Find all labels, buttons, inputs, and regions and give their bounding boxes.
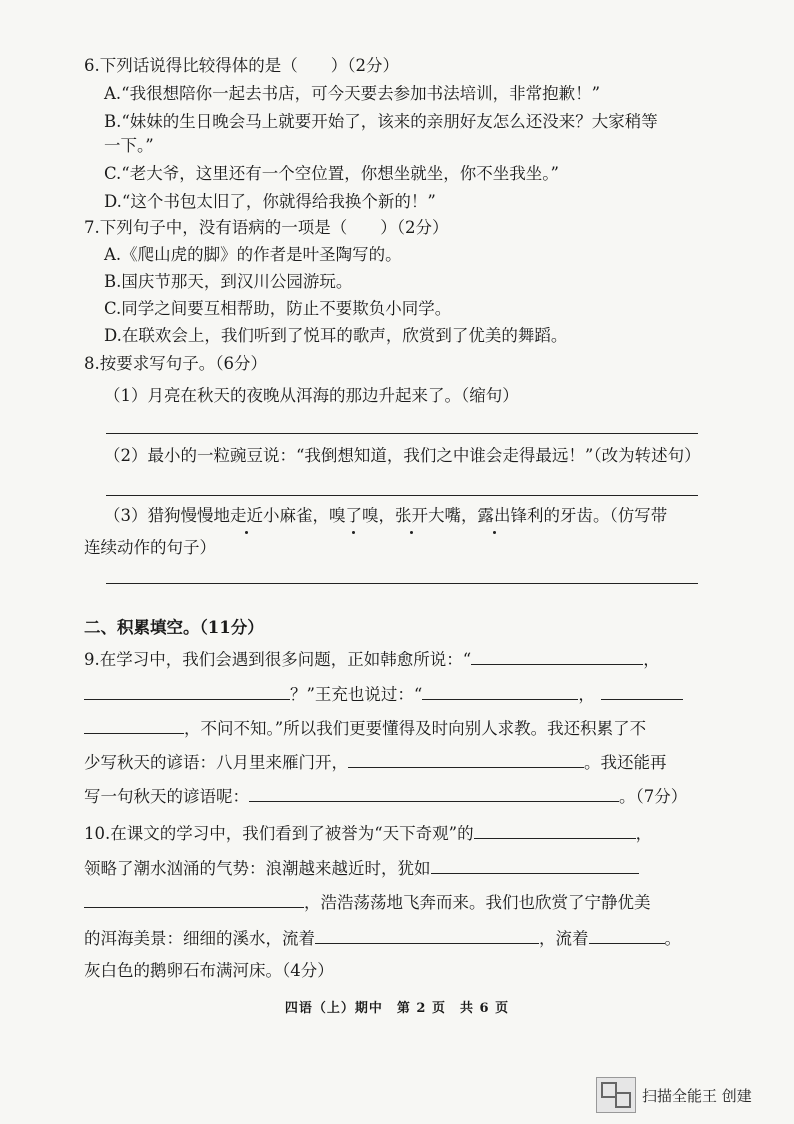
q10-line-3 — [84, 889, 651, 915]
q6-option-a: A.“我很想陪你一起去书店，可今天要去参加书法培训，非常抱歉！” — [104, 84, 601, 103]
q10-text-1: 10.在课文的学习中，我们看到了被誉为“天下奇观”的 — [84, 824, 474, 843]
q8-sentence-3-cont: 连续动作的句子） — [84, 538, 216, 557]
q8-sentence-2: （2）最小的一粒豌豆说：“我倒想知道，我们之中谁会走得最远！”（改为转述句） — [104, 446, 701, 465]
q10-text-3: ，浩浩荡荡地飞奔而来。我们也欣赏了宁静优美 — [304, 893, 651, 912]
q9-blank-4b[interactable] — [84, 715, 184, 734]
q8-s3-pre: （3）猎狗慢慢地 — [104, 506, 230, 525]
q8-s3-verb-3: 张开 — [395, 504, 428, 528]
q8-s3-post: 锋利的牙齿。（仿写带 — [510, 506, 668, 525]
q9-text-3: ，不问不知。”所以我们更要懂得及时向别人求教。我还积累了不 — [184, 719, 647, 738]
q8-answer-line-2[interactable] — [106, 495, 698, 496]
q8-answer-line-1[interactable] — [106, 433, 698, 434]
q9-blank-5[interactable] — [348, 749, 584, 768]
q10-line-4 — [84, 925, 681, 951]
q6-option-d: D.“这个书包太旧了，你就得给我换个新的！” — [104, 192, 436, 211]
q7-stem: 7.下列句子中，没有语病的一项是（ ）（2分） — [84, 218, 449, 237]
q8-sentence-1: （1）月亮在秋天的夜晚从洱海的那边升起来了。（缩句） — [104, 386, 519, 405]
q9-line-4 — [84, 749, 667, 775]
q8-sentence-3 — [104, 504, 667, 528]
q9-text-1b: ， — [643, 650, 660, 669]
q9-line-1 — [84, 646, 660, 672]
q8-answer-line-3[interactable] — [106, 583, 698, 584]
q7-option-a: A.《爬山虎的脚》的作者是叶圣陶写的。 — [104, 245, 402, 264]
q9-text-2: ？”王充也说过：“ — [290, 685, 423, 704]
q9-line-5 — [84, 783, 687, 809]
q9-text-5b: 。（7分） — [619, 787, 688, 806]
q8-s3-mid-2: ， — [378, 506, 395, 525]
q10-text-1b: ， — [635, 824, 653, 843]
q9-text-5: 写一句秋天的谚语呢： — [84, 787, 249, 806]
q10-blank-2b[interactable] — [84, 889, 304, 908]
section-2-title: 二、积累填空。（11分） — [84, 618, 264, 637]
scanner-watermark — [596, 1077, 752, 1113]
q8-stem: 8.按要求写句子。（6分） — [84, 354, 267, 373]
q9-blank-1[interactable] — [471, 646, 643, 665]
q8-s3-verb-1: 走近 — [230, 504, 263, 528]
q10-blank-1[interactable] — [474, 820, 636, 839]
q10-line-1 — [84, 820, 652, 846]
q9-blank-4a[interactable] — [601, 681, 683, 700]
q7-option-c: C.同学之间要互相帮助，防止不要欺负小同学。 — [104, 299, 452, 318]
q8-s3-mid-1: 小麻雀， — [263, 506, 329, 525]
q10-text-4c: 。 — [664, 929, 681, 948]
q10-blank-3[interactable] — [315, 925, 539, 944]
q10-blank-4[interactable] — [589, 925, 665, 944]
q6-option-b: B.“妹妹的生日晚会马上就要开始了，该来的亲朋好友怎么还没来？大家稍等 — [104, 112, 658, 131]
q8-s3-verb-2: 嗅了嗅 — [329, 504, 379, 528]
q9-line-3 — [84, 715, 646, 741]
q7-option-b: B.国庆节那天，到汉川公园游玩。 — [104, 272, 353, 291]
q9-blank-2[interactable] — [84, 681, 290, 700]
watermark-text: 扫描全能王 创建 — [642, 1086, 752, 1105]
q7-option-d: D.在联欢会上，我们听到了悦耳的歌声，欣赏到了优美的舞蹈。 — [104, 326, 568, 345]
q8-s3-mid-3: 大嘴， — [428, 506, 478, 525]
q10-text-4: 的洱海美景：细细的溪水，流着 — [84, 929, 315, 948]
q10-text-2: 领略了潮水汹涌的气势：浪潮越来越近时，犹如 — [84, 859, 431, 878]
q10-blank-2a[interactable] — [431, 855, 639, 874]
q6-option-c: C.“老大爷，这里还有一个空位置，你想坐就坐，你不坐我坐。” — [104, 164, 559, 183]
q10-text-4b: ，流着 — [539, 929, 589, 948]
camscanner-logo-icon — [596, 1077, 636, 1113]
q9-blank-6[interactable] — [249, 783, 619, 802]
q9-blank-3[interactable] — [422, 681, 578, 700]
q10-line-2 — [84, 855, 639, 881]
page-footer: 四语（上）期中 第 2 页 共 6 页 — [284, 1001, 510, 1016]
q9-text-4: 少写秋天的谚语：八月里来雁门开， — [84, 753, 348, 772]
q6-stem: 6.下列话说得比较得体的是（ ）（2分） — [84, 56, 399, 75]
q10-line-5: 灰白色的鹅卵石布满河床。（4分） — [84, 961, 334, 980]
q9-text-2b: ， — [578, 685, 595, 704]
q8-s3-verb-4: 露出 — [478, 504, 511, 528]
q9-text-4b: 。我还能再 — [584, 753, 667, 772]
q9-line-2 — [84, 681, 683, 707]
q6-option-b-cont: 一下。” — [104, 136, 154, 155]
q9-text-1: 9.在学习中，我们会遇到很多问题，正如韩愈所说：“ — [84, 650, 472, 669]
